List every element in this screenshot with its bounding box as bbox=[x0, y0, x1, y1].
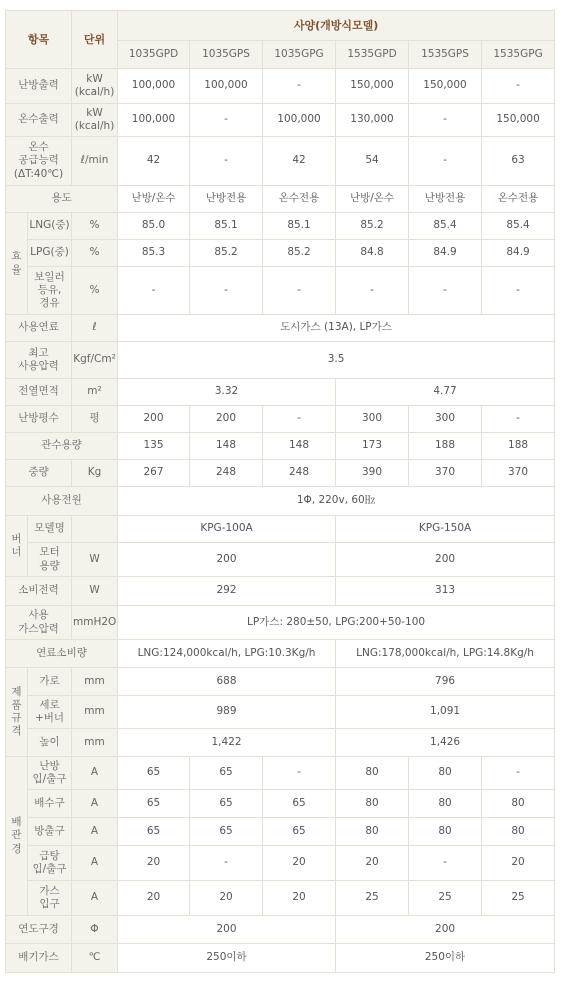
cell-value: 267 bbox=[118, 460, 190, 487]
cell-value: 80 bbox=[409, 790, 482, 818]
cell-value: 85.2 bbox=[336, 213, 409, 240]
row-unit bbox=[72, 516, 118, 543]
cell-value: 3.5 bbox=[118, 342, 555, 379]
cell-value: 85.1 bbox=[190, 213, 263, 240]
cell-value: - bbox=[409, 137, 482, 186]
cell-value: 25 bbox=[482, 881, 555, 916]
row-label: 높이 bbox=[28, 729, 72, 757]
row-label: LNG(중) bbox=[28, 213, 72, 240]
cell-value: 84.9 bbox=[482, 240, 555, 267]
cell-value: 200 bbox=[118, 406, 190, 433]
cell-value: 20 bbox=[336, 846, 409, 881]
row-label: 보일러 등유, 경유 bbox=[28, 267, 72, 315]
cell-value: 25 bbox=[409, 881, 482, 916]
cell-value: 84.8 bbox=[336, 240, 409, 267]
row-label: 모터 용량 bbox=[28, 543, 72, 577]
row-label: 난방평수 bbox=[6, 406, 72, 433]
cell-value: 173 bbox=[336, 433, 409, 460]
cell-value: 65 bbox=[190, 757, 263, 790]
spec-table bbox=[5, 10, 555, 973]
row-label: 배수구 bbox=[28, 790, 72, 818]
cell-value: 1,091 bbox=[336, 696, 555, 729]
row-label: 사용연료 bbox=[6, 315, 72, 342]
cell-value: 온수전용 bbox=[263, 186, 336, 213]
cell-value: - bbox=[263, 267, 336, 315]
cell-value: - bbox=[118, 267, 190, 315]
cell-value: 80 bbox=[336, 818, 409, 846]
row-label: 관수용량 bbox=[6, 433, 118, 460]
row-unit: W bbox=[72, 543, 118, 577]
cell-value: 85.2 bbox=[190, 240, 263, 267]
group-label: 배 관 경 bbox=[6, 757, 28, 916]
cell-value: 200 bbox=[336, 543, 555, 577]
cell-value: 188 bbox=[482, 433, 555, 460]
row-unit: A bbox=[72, 881, 118, 916]
cell-value: 4.77 bbox=[336, 379, 555, 406]
cell-value: 250이하 bbox=[118, 944, 336, 973]
row-unit: mm bbox=[72, 696, 118, 729]
header-unit: 단위 bbox=[72, 11, 118, 69]
cell-value: 250이하 bbox=[336, 944, 555, 973]
spec-table-container bbox=[5, 10, 555, 973]
group-label: 버너 bbox=[6, 516, 28, 577]
cell-value: 65 bbox=[118, 818, 190, 846]
model-header: 1535GPS bbox=[409, 41, 482, 69]
cell-value: 20 bbox=[118, 846, 190, 881]
cell-value: 80 bbox=[409, 818, 482, 846]
cell-value: 20 bbox=[482, 846, 555, 881]
cell-value: 63 bbox=[482, 137, 555, 186]
cell-value: 370 bbox=[409, 460, 482, 487]
cell-value: 248 bbox=[190, 460, 263, 487]
cell-value: 84.9 bbox=[409, 240, 482, 267]
cell-value: 80 bbox=[482, 790, 555, 818]
cell-value: 난방/온수 bbox=[336, 186, 409, 213]
header-spec: 사양(개방식모델) bbox=[118, 11, 555, 41]
row-label: 가로 bbox=[28, 668, 72, 696]
cell-value: 188 bbox=[409, 433, 482, 460]
cell-value: 200 bbox=[118, 543, 336, 577]
cell-value: - bbox=[409, 104, 482, 137]
cell-value: 989 bbox=[118, 696, 336, 729]
cell-value: 150,000 bbox=[336, 69, 409, 104]
cell-value: 65 bbox=[190, 818, 263, 846]
cell-value: 248 bbox=[263, 460, 336, 487]
cell-value: 85.2 bbox=[263, 240, 336, 267]
row-unit: 평 bbox=[72, 406, 118, 433]
cell-value: 난방/온수 bbox=[118, 186, 190, 213]
cell-value: 85.4 bbox=[409, 213, 482, 240]
header-item: 항목 bbox=[6, 11, 72, 69]
cell-value: - bbox=[409, 267, 482, 315]
row-label: LPG(중) bbox=[28, 240, 72, 267]
cell-value: - bbox=[482, 406, 555, 433]
cell-value: - bbox=[482, 69, 555, 104]
cell-value: 200 bbox=[190, 406, 263, 433]
cell-value: 54 bbox=[336, 137, 409, 186]
cell-value: LP가스: 280±50, LPG:200+50-100 bbox=[118, 606, 555, 640]
cell-value: 65 bbox=[118, 757, 190, 790]
cell-value: 292 bbox=[118, 577, 336, 606]
cell-value: - bbox=[190, 104, 263, 137]
row-unit: % bbox=[72, 267, 118, 315]
row-label: 최고 사용압력 bbox=[6, 342, 72, 379]
row-label: 세로 +버너 bbox=[28, 696, 72, 729]
cell-value: - bbox=[190, 846, 263, 881]
cell-value: 20 bbox=[118, 881, 190, 916]
cell-value: 난방전용 bbox=[190, 186, 263, 213]
row-unit: ℓ bbox=[72, 315, 118, 342]
row-label: 사용전원 bbox=[6, 487, 118, 516]
row-label: 급탕 입/출구 bbox=[28, 846, 72, 881]
cell-value: 42 bbox=[118, 137, 190, 186]
cell-value: 25 bbox=[336, 881, 409, 916]
cell-value: 1Φ, 220v, 60㎐ bbox=[118, 487, 555, 516]
row-label: 전열면적 bbox=[6, 379, 72, 406]
cell-value: 200 bbox=[336, 916, 555, 944]
cell-value: 100,000 bbox=[190, 69, 263, 104]
row-label: 난방 입/출구 bbox=[28, 757, 72, 790]
group-label: 효율 bbox=[6, 213, 28, 315]
group-label: 제품 규격 bbox=[6, 668, 28, 757]
row-label: 연도구경 bbox=[6, 916, 72, 944]
cell-value: 200 bbox=[118, 916, 336, 944]
model-header: 1535GPG bbox=[482, 41, 555, 69]
row-label: 배기가스 bbox=[6, 944, 72, 973]
model-header: 1035GPG bbox=[263, 41, 336, 69]
cell-value: - bbox=[263, 757, 336, 790]
cell-value: - bbox=[482, 267, 555, 315]
row-label: 난방출력 bbox=[6, 69, 72, 104]
row-label: 온수 공급능력 (ΔT:40℃) bbox=[6, 137, 72, 186]
row-unit: A bbox=[72, 790, 118, 818]
cell-value: 20 bbox=[263, 846, 336, 881]
cell-value: 65 bbox=[263, 818, 336, 846]
row-label: 모델명 bbox=[28, 516, 72, 543]
row-unit: kW (kcal/h) bbox=[72, 104, 118, 137]
row-label: 사용 가스압력 bbox=[6, 606, 72, 640]
cell-value: 100,000 bbox=[263, 104, 336, 137]
row-unit: W bbox=[72, 577, 118, 606]
cell-value: KPG-150A bbox=[336, 516, 555, 543]
cell-value: 796 bbox=[336, 668, 555, 696]
row-unit: ℓ/min bbox=[72, 137, 118, 186]
cell-value: 148 bbox=[190, 433, 263, 460]
cell-value: 3.32 bbox=[118, 379, 336, 406]
cell-value: KPG-100A bbox=[118, 516, 336, 543]
row-unit: % bbox=[72, 240, 118, 267]
row-unit: Kgf/Cm² bbox=[72, 342, 118, 379]
cell-value: 80 bbox=[336, 790, 409, 818]
cell-value: 난방전용 bbox=[409, 186, 482, 213]
row-unit: % bbox=[72, 213, 118, 240]
cell-value: 150,000 bbox=[482, 104, 555, 137]
cell-value: 100,000 bbox=[118, 104, 190, 137]
cell-value: 65 bbox=[190, 790, 263, 818]
cell-value: - bbox=[263, 406, 336, 433]
row-unit: Kg bbox=[72, 460, 118, 487]
row-label: 방출구 bbox=[28, 818, 72, 846]
row-unit: A bbox=[72, 757, 118, 790]
row-label: 용도 bbox=[6, 186, 118, 213]
cell-value: LNG:124,000kcal/h, LPG:10.3Kg/h bbox=[118, 640, 336, 668]
cell-value: 370 bbox=[482, 460, 555, 487]
cell-value: 20 bbox=[263, 881, 336, 916]
cell-value: 85.0 bbox=[118, 213, 190, 240]
model-header: 1035GPD bbox=[118, 41, 190, 69]
cell-value: 65 bbox=[263, 790, 336, 818]
cell-value: 135 bbox=[118, 433, 190, 460]
model-header: 1035GPS bbox=[190, 41, 263, 69]
row-unit: A bbox=[72, 818, 118, 846]
cell-value: 150,000 bbox=[409, 69, 482, 104]
cell-value: 300 bbox=[409, 406, 482, 433]
cell-value: LNG:178,000kcal/h, LPG:14.8Kg/h bbox=[336, 640, 555, 668]
cell-value: 1,422 bbox=[118, 729, 336, 757]
row-unit: mm bbox=[72, 729, 118, 757]
row-label: 소비전력 bbox=[6, 577, 72, 606]
cell-value: 42 bbox=[263, 137, 336, 186]
cell-value: 80 bbox=[482, 818, 555, 846]
cell-value: 100,000 bbox=[118, 69, 190, 104]
cell-value: - bbox=[263, 69, 336, 104]
row-unit: A bbox=[72, 846, 118, 881]
cell-value: 313 bbox=[336, 577, 555, 606]
cell-value: - bbox=[482, 757, 555, 790]
cell-value: 80 bbox=[409, 757, 482, 790]
cell-value: 85.1 bbox=[263, 213, 336, 240]
cell-value: 148 bbox=[263, 433, 336, 460]
row-unit: kW (kcal/h) bbox=[72, 69, 118, 104]
cell-value: - bbox=[190, 267, 263, 315]
row-unit: mm bbox=[72, 668, 118, 696]
row-unit: m² bbox=[72, 379, 118, 406]
cell-value: - bbox=[336, 267, 409, 315]
cell-value: 1,426 bbox=[336, 729, 555, 757]
cell-value: 20 bbox=[190, 881, 263, 916]
cell-value: 85.3 bbox=[118, 240, 190, 267]
cell-value: - bbox=[409, 846, 482, 881]
cell-value: 도시가스 (13A), LP가스 bbox=[118, 315, 555, 342]
row-unit: ℃ bbox=[72, 944, 118, 973]
cell-value: 85.4 bbox=[482, 213, 555, 240]
cell-value: 390 bbox=[336, 460, 409, 487]
cell-value: 온수전용 bbox=[482, 186, 555, 213]
row-label: 중량 bbox=[6, 460, 72, 487]
cell-value: 65 bbox=[118, 790, 190, 818]
cell-value: 130,000 bbox=[336, 104, 409, 137]
cell-value: - bbox=[190, 137, 263, 186]
row-label: 온수출력 bbox=[6, 104, 72, 137]
row-label: 연료소비량 bbox=[6, 640, 118, 668]
row-unit: mmH2O bbox=[72, 606, 118, 640]
cell-value: 300 bbox=[336, 406, 409, 433]
cell-value: 80 bbox=[336, 757, 409, 790]
model-header: 1535GPD bbox=[336, 41, 409, 69]
row-unit: Φ bbox=[72, 916, 118, 944]
cell-value: 688 bbox=[118, 668, 336, 696]
row-label: 가스 입구 bbox=[28, 881, 72, 916]
